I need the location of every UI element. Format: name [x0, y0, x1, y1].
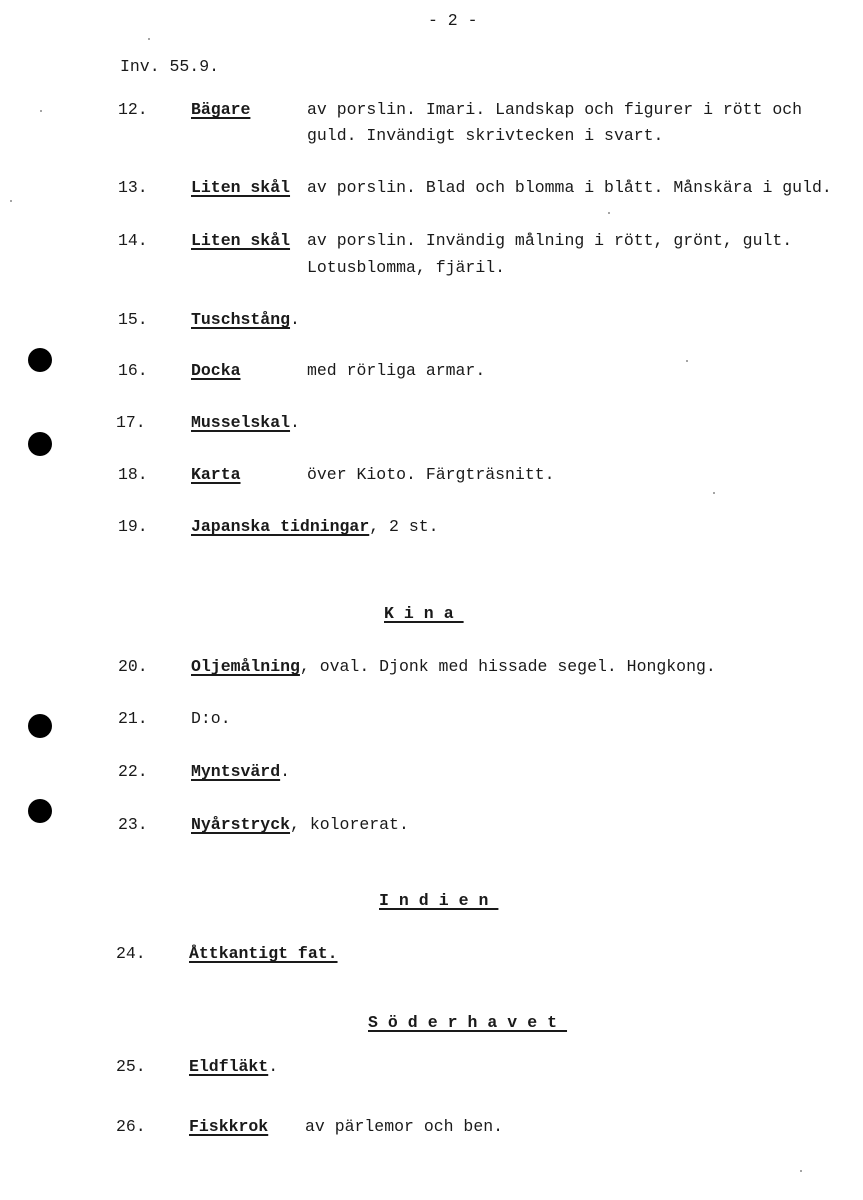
speck: [608, 212, 610, 214]
item-description: av pärlemor och ben.: [305, 1117, 504, 1136]
item-line: [191, 413, 300, 433]
punch-hole: [28, 432, 52, 456]
speck: [40, 110, 42, 112]
item-name: Tuschstång: [191, 310, 291, 329]
item-number: 25.: [116, 1057, 146, 1076]
item-number: 12.: [118, 100, 148, 119]
page-number: - 2 -: [428, 11, 478, 30]
item-description: guld. Invändigt skrivtecken i svart.: [307, 126, 664, 145]
item-name: Karta: [191, 465, 241, 484]
item-number: 15.: [118, 310, 148, 329]
item-name: Japanska tidningar: [191, 517, 370, 536]
speck: [10, 200, 12, 202]
item-description: av porslin. Imari. Landskap och figurer i rött och: [307, 100, 803, 119]
item-suffix: , kolorerat.: [290, 815, 409, 834]
item-suffix: , oval. Djonk med hissade segel. Hongkong.: [299, 657, 716, 676]
section-heading-kina: Kina: [384, 604, 464, 623]
item-number: 21.: [118, 709, 148, 728]
item-name: Musselskal: [191, 413, 291, 432]
item-suffix: .: [268, 1057, 279, 1076]
item-name: Oljemålning: [191, 657, 300, 676]
item-number: 14.: [118, 231, 148, 250]
punch-hole: [28, 799, 52, 823]
item-number: 19.: [118, 517, 148, 536]
section-heading-indien: Indien: [379, 891, 499, 910]
item-number: 24.: [116, 944, 146, 963]
section-heading-soderhavet: Söderhavet: [368, 1013, 568, 1032]
item-line: [191, 815, 409, 835]
item-line: [189, 1057, 278, 1077]
item-suffix: .: [290, 413, 300, 432]
item-number: 16.: [118, 361, 148, 380]
item-plain: D:o.: [191, 709, 231, 728]
punch-hole: [28, 714, 52, 738]
item-number: 13.: [118, 178, 148, 197]
item-name: Docka: [191, 361, 241, 380]
item-description: av porslin. Blad och blomma i blått. Månskära i guld.: [307, 178, 832, 197]
item-name: Nyårstryck: [191, 815, 291, 834]
item-description: med rörliga armar.: [307, 361, 486, 380]
item-number: 22.: [118, 762, 148, 781]
item-number: 18.: [118, 465, 148, 484]
inventory-number: Inv. 55.9.: [120, 57, 220, 76]
speck: [148, 38, 150, 40]
item-suffix: .: [290, 310, 300, 329]
punch-hole: [28, 348, 52, 372]
item-number: 17.: [116, 413, 146, 432]
item-line: [191, 517, 439, 537]
speck: [686, 360, 688, 362]
item-name: Bägare: [191, 100, 251, 119]
item-name: Liten skål: [191, 231, 291, 250]
item-number: 26.: [116, 1117, 146, 1136]
item-description: över Kioto. Färgträsnitt.: [307, 465, 555, 484]
item-line: [191, 762, 290, 782]
item-name: Myntsvärd: [191, 762, 281, 781]
item-suffix: .: [280, 762, 291, 781]
item-description: av porslin. Invändig målning i rött, grönt, gult.: [307, 231, 793, 250]
item-line: [191, 310, 300, 330]
item-name: Liten skål: [191, 178, 291, 197]
item-number: 20.: [118, 657, 148, 676]
item-number: 23.: [118, 815, 148, 834]
item-suffix: , 2 st.: [369, 517, 439, 536]
item-line: [191, 657, 716, 677]
item-description: Lotusblomma, fjäril.: [307, 258, 506, 277]
item-name: Eldfläkt: [189, 1057, 269, 1076]
item-name: Fiskkrok: [189, 1117, 269, 1136]
item-name: Åttkantigt fat.: [189, 944, 338, 963]
speck: [800, 1170, 802, 1172]
speck: [713, 492, 715, 494]
